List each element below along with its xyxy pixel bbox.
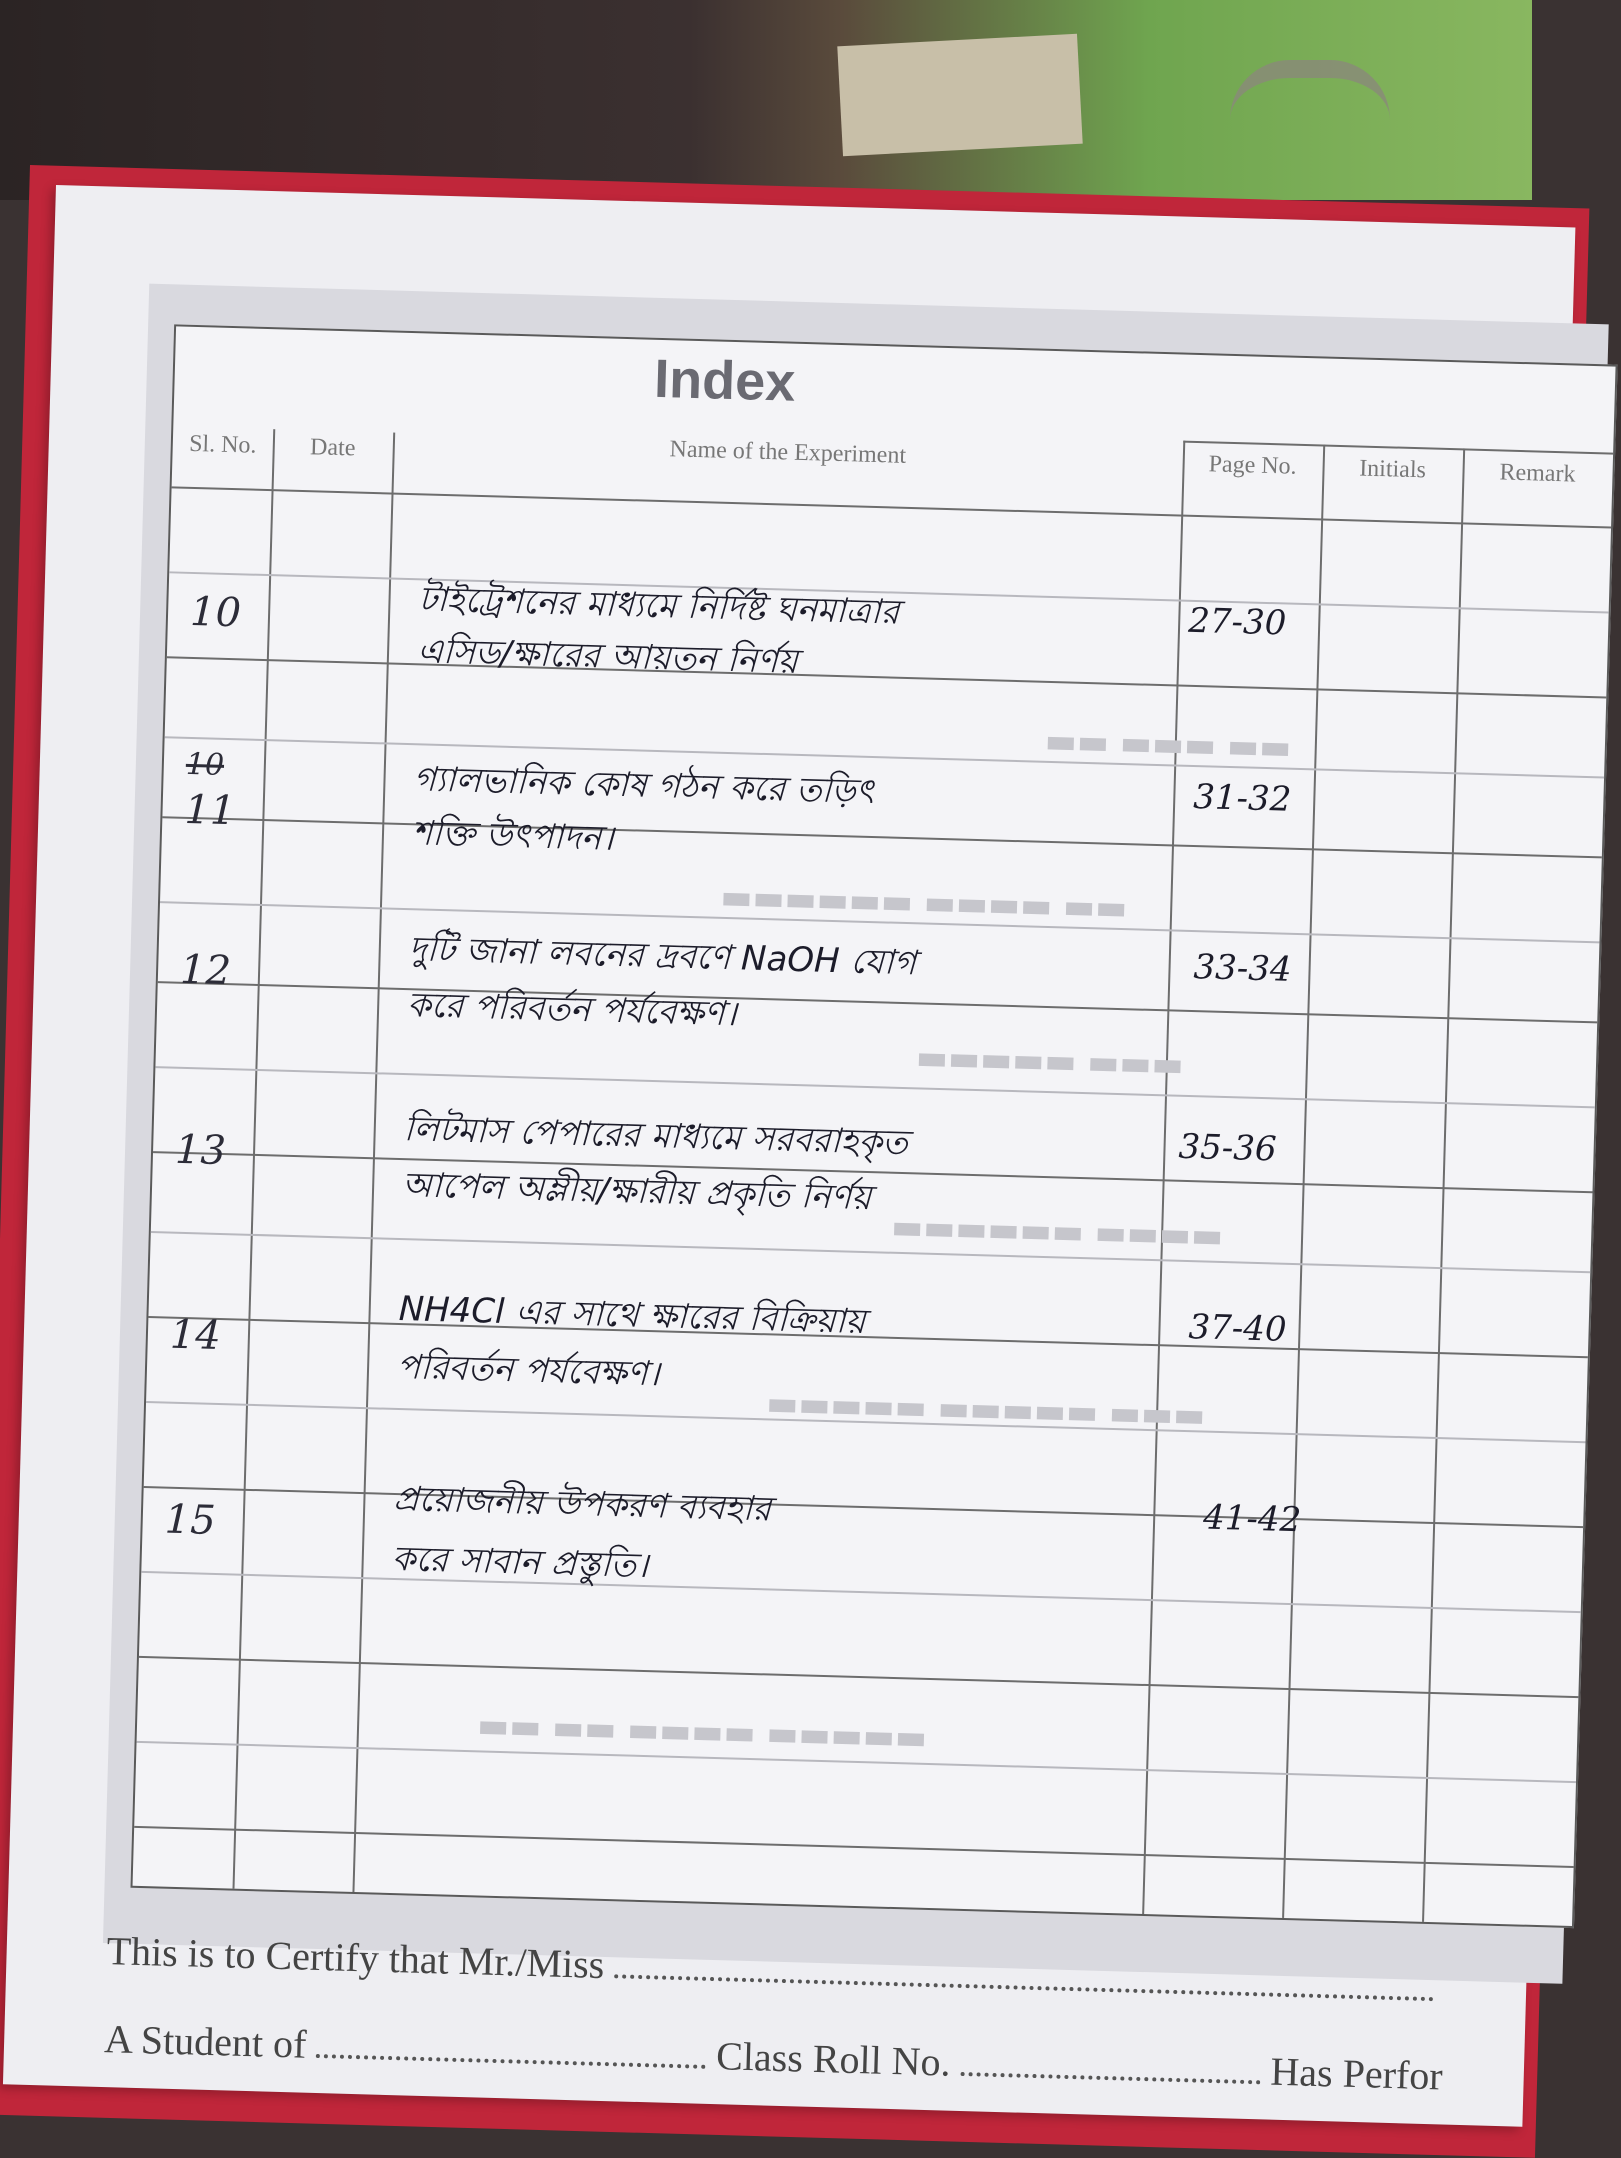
column-header-sl-no: Sl. No. — [188, 430, 257, 459]
ruled-line — [144, 1486, 1583, 1528]
ruled-line — [167, 656, 1606, 698]
student-line — [104, 2015, 1444, 2099]
header-rule-bottom — [172, 486, 1611, 528]
ruled-line — [162, 816, 1601, 858]
column-header-initials: Initials — [1358, 455, 1427, 484]
ruled-line — [151, 1231, 1590, 1273]
experiment-name-line: NH4Cl এর সাথে ক্ষারের বিক্রিয়ায় — [398, 1289, 866, 1343]
experiment-name-line: করে পরিবর্তন পর্যবেক্ষণ। — [406, 985, 738, 1035]
roll-blank — [960, 2072, 1260, 2084]
ruled-line — [139, 1656, 1578, 1698]
bleed-through-mark: ▬▬▬▬▬▬ ▬▬▬▬ — [890, 1206, 1224, 1256]
column-divider — [1142, 441, 1185, 1914]
column-divider — [1282, 444, 1325, 1917]
notebook-page — [3, 185, 1575, 2127]
page-range: 31-32 — [1192, 777, 1292, 820]
experiment-name-line: টাইট্রেশনের মাধ্যমে নির্দিষ্ট ঘনমাত্রার — [418, 579, 900, 633]
column-divider — [1422, 448, 1465, 1921]
row-serial-number: 15 — [164, 1496, 217, 1544]
certify-label: This is to Certify that Mr./Miss — [106, 1928, 605, 1987]
background-paper — [837, 34, 1082, 156]
column-header-page-no: Page No. — [1208, 451, 1297, 480]
experiment-name-line: লিটমাস পেপারের মাধ্যমে সরবরাহকৃত — [403, 1109, 909, 1164]
bleed-through-mark: ▬▬▬▬▬ ▬▬▬▬▬ ▬▬▬ — [765, 1383, 1206, 1436]
column-header-experiment: Name of the Experiment — [669, 436, 907, 469]
column-divider — [233, 489, 274, 1889]
ruled-line — [155, 1066, 1594, 1108]
bleed-through-mark: ▬▬ ▬▬▬ ▬▬ — [1044, 720, 1292, 768]
page-title: Index — [653, 348, 797, 413]
struck-serial-number: 10 — [185, 746, 225, 783]
class-roll-label: Class Roll No. — [715, 2033, 952, 2085]
experiment-name-line: প্রয়োজনীয় উপকরণ ব্যবহার — [392, 1478, 772, 1530]
name-blank — [614, 1974, 1434, 2001]
page-range: 27-30 — [1187, 600, 1287, 644]
bleed-through-mark: ▬▬▬▬▬ ▬▬▬ — [915, 1037, 1185, 1085]
row-serial-number: 14 — [169, 1311, 222, 1360]
row-serial-number: 10 — [189, 588, 242, 637]
experiment-name-line: গ্যালভানিক কোষ গঠন করে তড়িৎ — [412, 759, 875, 813]
column-header-date: Date — [309, 434, 356, 462]
row-serial-number: 13 — [174, 1126, 227, 1175]
row-serial-number: 12 — [179, 946, 232, 995]
class-blank — [316, 2054, 706, 2069]
experiment-name-line: এসিড/ক্ষারের আয়তন নির্ণয় — [416, 631, 799, 682]
background-clamp — [1230, 60, 1390, 168]
student-of-label: A Student of — [103, 2016, 308, 2067]
column-header-remarks: Remark — [1499, 459, 1576, 488]
bleed-through-mark: ▬▬ ▬▬ ▬▬▬▬ ▬▬▬▬▬ — [476, 1705, 928, 1758]
experiment-name-line: করে সাবান প্রস্তুতি। — [391, 1538, 649, 1587]
ruled-line — [165, 736, 1604, 778]
ruled-line — [141, 1571, 1580, 1613]
ruled-line — [148, 1316, 1587, 1358]
has-performed-label: Has Perfor — [1269, 2048, 1444, 2099]
page-range: 41-42 — [1202, 1497, 1302, 1541]
experiment-name-line: পরিবর্তন পর্যবেক্ষণ। — [396, 1346, 661, 1395]
ruled-line — [134, 1826, 1573, 1868]
experiment-name-line: আপেল অম্লীয়/ক্ষারীয় প্রকৃতি নির্ণয় — [401, 1165, 872, 1219]
page-range: 35-36 — [1178, 1126, 1278, 1170]
page-range: 33-34 — [1193, 947, 1293, 990]
column-divider — [352, 492, 393, 1892]
index-table — [130, 324, 1617, 1928]
bleed-through-mark: ▬▬▬▬▬▬ ▬▬▬▬ ▬▬ — [719, 876, 1128, 929]
row-serial-number: 11 — [183, 786, 237, 835]
experiment-name-line: দুটি জানা লবনের দ্রবণে NaOH যোগ — [408, 929, 917, 984]
page-range: 37-40 — [1187, 1307, 1288, 1350]
experiment-name-line: শক্তি উৎপাদন। — [411, 813, 615, 859]
